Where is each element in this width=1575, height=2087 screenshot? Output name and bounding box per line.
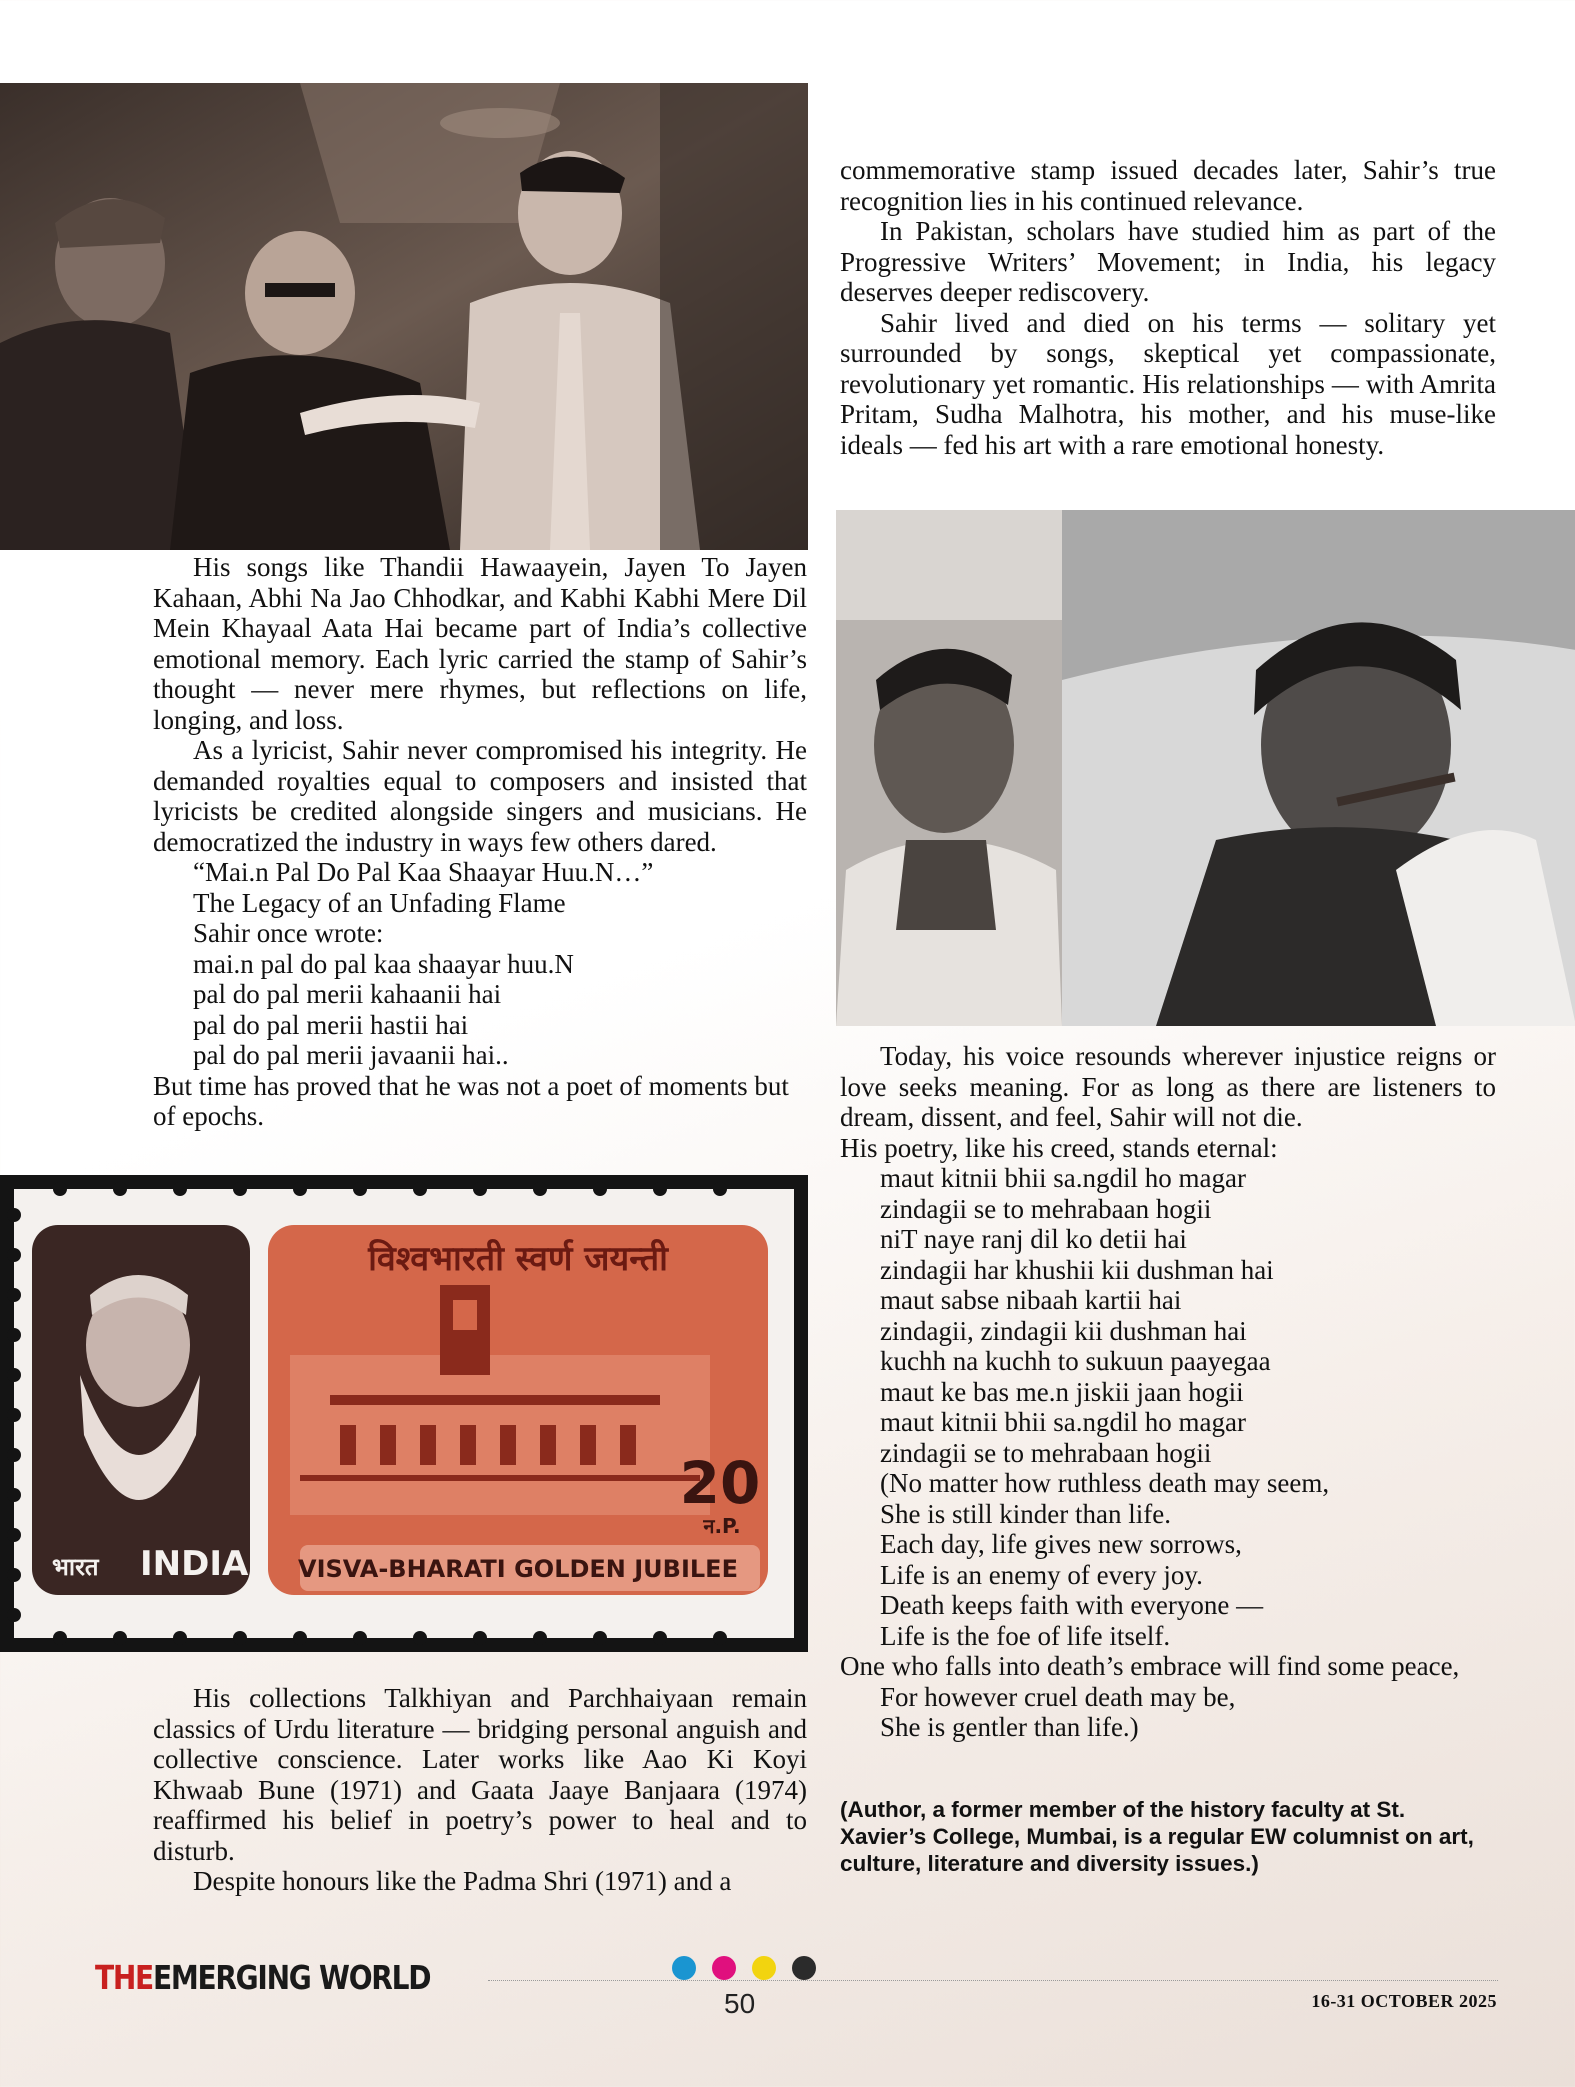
verse-line: kuchh na kuchh to sukuun paayegaa	[880, 1346, 1271, 1376]
verse-line: Each day, life gives new sorrows,	[880, 1529, 1242, 1559]
black-dot	[792, 1956, 816, 1980]
issue-date: 16-31 OCTOBER 2025	[1311, 1991, 1497, 2011]
stamp-country-hindi: भारत	[52, 1553, 99, 1581]
verse-line: maut kitnii bhii sa.ngdil ho magar	[880, 1163, 1246, 1193]
paragraph: One who falls into death’s embrace will find some peace,	[840, 1651, 1460, 1681]
award-ceremony-photo	[0, 83, 808, 550]
magenta-dot	[712, 1956, 736, 1980]
stamp-value: 20	[679, 1449, 761, 1517]
verse-line: For however cruel death may be,	[880, 1681, 1236, 1712]
verse-line: zindagii se to mehrabaan hogii	[880, 1193, 1212, 1224]
verse-line: pal do pal merii hastii hai	[193, 1009, 469, 1040]
verse-line: Life is an enemy of every joy.	[880, 1559, 1203, 1590]
paragraph: His collections Talkhiyan and Parchhaiyaan remain classics of Urdu literature — bridging personal anguish and collective conscience. Later works like Aao Ki Koyi Khwaab Bune (1971) and Gaata Jaaye Banjaara (1974) reaffirmed his belief in poetry’s power to heal and to disturb.	[153, 1683, 807, 1866]
publication-logo	[95, 1958, 430, 1997]
stamp-hindi-title: विश्वभारती स्वर्ण जयन्ती	[368, 1239, 668, 1279]
sahir-amrita-photo	[836, 510, 1575, 1026]
verse-line: Death keeps faith with everyone —	[880, 1590, 1264, 1620]
paragraph: His songs like Thandii Hawaayein, Jayen To Jayen Kahaan, Abhi Na Jao Chhodkar, and Kabhi Kabhi Mere Dil Mein Khayaal Aata Hai became part of India’s collective emotional memory. Each lyric carried the stamp of Sahir’s thought — never mere rhymes, but reflections on life, longing, and loss.	[153, 552, 807, 735]
verse-line: maut kitnii bhii sa.ngdil ho magar	[880, 1407, 1246, 1437]
subhead-intro: Sahir once wrote:	[193, 918, 384, 948]
cyan-dot	[672, 1956, 696, 1980]
verse-line: Life is the foe of life itself.	[880, 1620, 1171, 1651]
verse-line: zindagii har khushii kii dushman hai	[880, 1254, 1274, 1285]
registration-dots	[672, 1956, 816, 1980]
verse-line: She is still kinder than life.	[880, 1498, 1171, 1529]
paragraph: But time has proved that he was not a poet of moments but of epochs.	[153, 1070, 789, 1131]
visva-bharati-stamp	[0, 1175, 808, 1652]
verse-line: pal do pal merii kahaanii hai	[193, 979, 502, 1009]
yellow-dot	[752, 1956, 776, 1980]
verse-line: maut sabse nibaah kartii hai	[880, 1285, 1182, 1315]
paragraph: Today, his voice resounds wherever injustice reigns or love seeks meaning. For as long as there are listeners to dream, dissent, and feel, Sahir will not die.	[840, 1041, 1496, 1132]
verse-line: pal do pal merii javaanii hai..	[193, 1040, 509, 1070]
paragraph: As a lyricist, Sahir never compromised his integrity. He demanded royalties equal to composers and insisted that lyricists be credited alongside singers and musicians. He democratized the industry in ways few others dared.	[153, 735, 807, 857]
verse-line: She is gentler than life.)	[880, 1712, 1139, 1742]
stamp-currency: न.P.	[703, 1514, 741, 1538]
paragraph-continued: commemorative stamp issued decades later, Sahir’s true recognition lies in his continued relevance.	[840, 155, 1496, 216]
stamp-caption: VISVA-BHARATI GOLDEN JUBILEE	[298, 1555, 738, 1583]
verse-line: zindagii se to mehrabaan hogii	[880, 1437, 1212, 1468]
logo-the: THE	[95, 1958, 153, 1997]
subhead-quote: “Mai.n Pal Do Pal Kaa Shaayar Huu.N…”	[193, 857, 654, 887]
subhead-title: The Legacy of an Unfading Flame	[193, 887, 566, 918]
verse-line: mai.n pal do pal kaa shaayar huu.N	[193, 948, 574, 979]
logo-name: EMERGING WORLD	[152, 1958, 431, 1997]
right-column-top	[840, 155, 1496, 460]
paragraph-lead: His poetry, like his creed, stands eternal:	[840, 1132, 1278, 1163]
left-column-top	[153, 552, 807, 1132]
right-column-bottom	[840, 1041, 1496, 1743]
footer-divider	[488, 1980, 1498, 1981]
paragraph: Despite honours like the Padma Shri (1971) and a	[193, 1866, 732, 1896]
left-column-bottom	[153, 1683, 807, 1897]
paragraph: In Pakistan, scholars have studied him as part of the Progressive Writers’ Movement; in India, his legacy deserves deeper rediscovery.	[840, 216, 1496, 307]
verse-line: (No matter how ruthless death may seem,	[880, 1468, 1330, 1498]
paragraph: Sahir lived and died on his terms — solitary yet surrounded by songs, skeptical yet compassionate, revolutionary yet romantic. His relationships — with Amrita Pritam, Sudha Malhotra, his mother, and his muse-like ideals — fed his art with a rare emotional honesty.	[840, 307, 1496, 460]
author-note: (Author, a former member of the history faculty at St. Xavier’s College, Mumbai, is a regular EW columnist on art, culture, literature and diversity issues.)	[840, 1797, 1474, 1876]
page-number: 50	[724, 1988, 756, 2019]
verse-line: zindagii, zindagii kii dushman hai	[880, 1315, 1247, 1346]
verse-line: niT naye ranj dil ko detii hai	[880, 1224, 1187, 1254]
verse-line: maut ke bas me.n jiskii jaan hogii	[880, 1376, 1244, 1407]
stamp-country: INDIA	[140, 1544, 249, 1584]
